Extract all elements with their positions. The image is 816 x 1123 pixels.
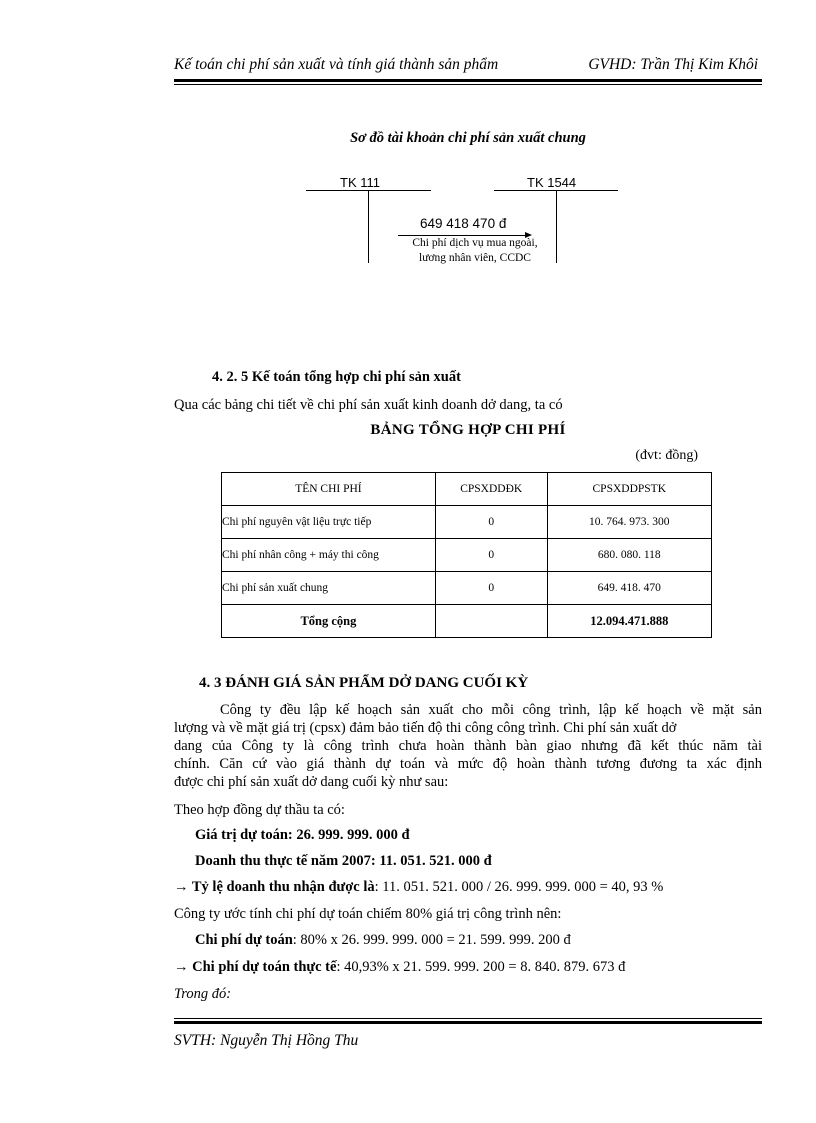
estimate-value: Giá trị dự toán: 26. 999. 999. 000 đ	[195, 827, 410, 843]
table-row	[222, 539, 712, 572]
row-period-cost: 649. 418. 470	[547, 572, 711, 605]
estimate-note: Công ty ước tính chi phí dự toán chiếm 80% giá trị công trình nên:	[174, 906, 562, 922]
paragraph-line-1: Công ty đều lập kế hoạch sản xuất cho mỗi công trình, lập kế hoạch về mặt sản	[220, 702, 762, 718]
section-425-heading: 4. 2. 5 Kế toán tổng hợp chi phí sản xuất	[212, 369, 461, 385]
total-opening-wip	[435, 605, 547, 638]
transfer-description	[380, 236, 570, 266]
paragraph-line-3: dang của Công ty là công trình chưa hoàn thành bàn giao nhưng đã kết thúc năm tài	[174, 738, 762, 754]
contract-intro: Theo hợp đồng dự thầu ta có:	[174, 802, 345, 818]
row-period-cost: 680. 080. 118	[547, 539, 711, 572]
section-43-paragraph	[174, 701, 762, 791]
total-label: Tổng cộng	[222, 605, 436, 638]
transfer-description-line1: Chi phí dịch vụ mua ngoài,	[412, 237, 538, 249]
cost-summary-table	[221, 472, 712, 638]
revenue-ratio	[174, 879, 663, 896]
row-opening-wip: 0	[435, 572, 547, 605]
actual-estimated-cost	[174, 959, 625, 976]
transfer-amount: 649 418 470 đ	[420, 216, 507, 231]
header-cost-name: TÊN CHI PHÍ	[222, 473, 436, 506]
estimated-cost-value: : 80% x 26. 999. 999. 000 = 21. 599. 999. 200 đ	[292, 932, 571, 948]
table-unit: (đvt: đồng)	[635, 448, 698, 463]
total-period-cost: 12.094.471.888	[547, 605, 711, 638]
actual-revenue: Doanh thu thực tế năm 2007: 11. 051. 521. 000 đ	[195, 853, 492, 869]
row-opening-wip: 0	[435, 539, 547, 572]
footer-rule-thin	[174, 1018, 762, 1019]
in-which-label: Trong đó:	[174, 986, 232, 1002]
table-total-row	[222, 605, 712, 638]
paragraph-line-2: lượng và về mặt giá trị (cpsx) đảm bảo tiến độ thi công công trình. Chi phí sản xuất dở	[174, 720, 677, 736]
section-43-heading: 4. 3 ĐÁNH GIÁ SẢN PHẨM DỞ DANG CUỐI KỲ	[199, 675, 529, 691]
estimated-cost-label: Chi phí dự toán	[195, 932, 293, 948]
diagram-title: Sơ đồ tài khoản chi phí sản xuất chung	[350, 130, 586, 146]
table-row	[222, 506, 712, 539]
revenue-ratio-value: : 11. 051. 521. 000 / 26. 999. 999. 000 = 40, 93 %	[374, 879, 664, 895]
table-header-row	[222, 473, 712, 506]
row-cost-name: Chi phí nguyên vật liệu trực tiếp	[222, 506, 436, 539]
transfer-description-line2: lương nhân viên, CCDC	[419, 252, 531, 264]
section-425-intro: Qua các bảng chi tiết về chi phí sản xuất kinh doanh dở dang, ta có	[174, 397, 563, 413]
footer-student: SVTH: Nguyễn Thị Hồng Thu	[174, 1032, 359, 1049]
row-opening-wip: 0	[435, 506, 547, 539]
header-rule-thick	[174, 79, 762, 82]
row-cost-name: Chi phí sản xuất chung	[222, 572, 436, 605]
revenue-ratio-label: → Tỷ lệ doanh thu nhận được là	[174, 879, 375, 895]
header-rule-thin	[174, 84, 762, 85]
header-title: Kế toán chi phí sản xuất và tính giá thành sản phẩm	[174, 56, 499, 73]
actual-estimated-cost-value: : 40,93% x 21. 599. 999. 200 = 8. 840. 879. 673 đ	[336, 959, 626, 975]
table-row	[222, 572, 712, 605]
estimated-cost	[195, 932, 571, 949]
account-right-label: TK 1544	[527, 175, 577, 190]
header-period-cost: CPSXDDPSTK	[547, 473, 711, 506]
header-opening-wip: CPSXDDĐK	[435, 473, 547, 506]
account-left-stem	[368, 190, 369, 263]
table-title: BẢNG TỔNG HỢP CHI PHÍ	[370, 422, 566, 438]
row-cost-name: Chi phí nhân công + máy thi công	[222, 539, 436, 572]
header-advisor: GVHD: Trần Thị Kim Khôi	[588, 56, 758, 73]
account-left-label: TK 111	[340, 175, 380, 190]
actual-estimated-cost-label: → Chi phí dự toán thực tế	[174, 959, 337, 975]
paragraph-line-4: chính. Căn cứ vào giá thành dự toán và mức độ hoàn thành tương đương ta xác định	[174, 756, 762, 772]
paragraph-line-5: được chi phí sản xuất dở dang cuối kỳ như sau:	[174, 774, 449, 790]
footer-rule-thick	[174, 1021, 762, 1024]
row-period-cost: 10. 764. 973. 300	[547, 506, 711, 539]
